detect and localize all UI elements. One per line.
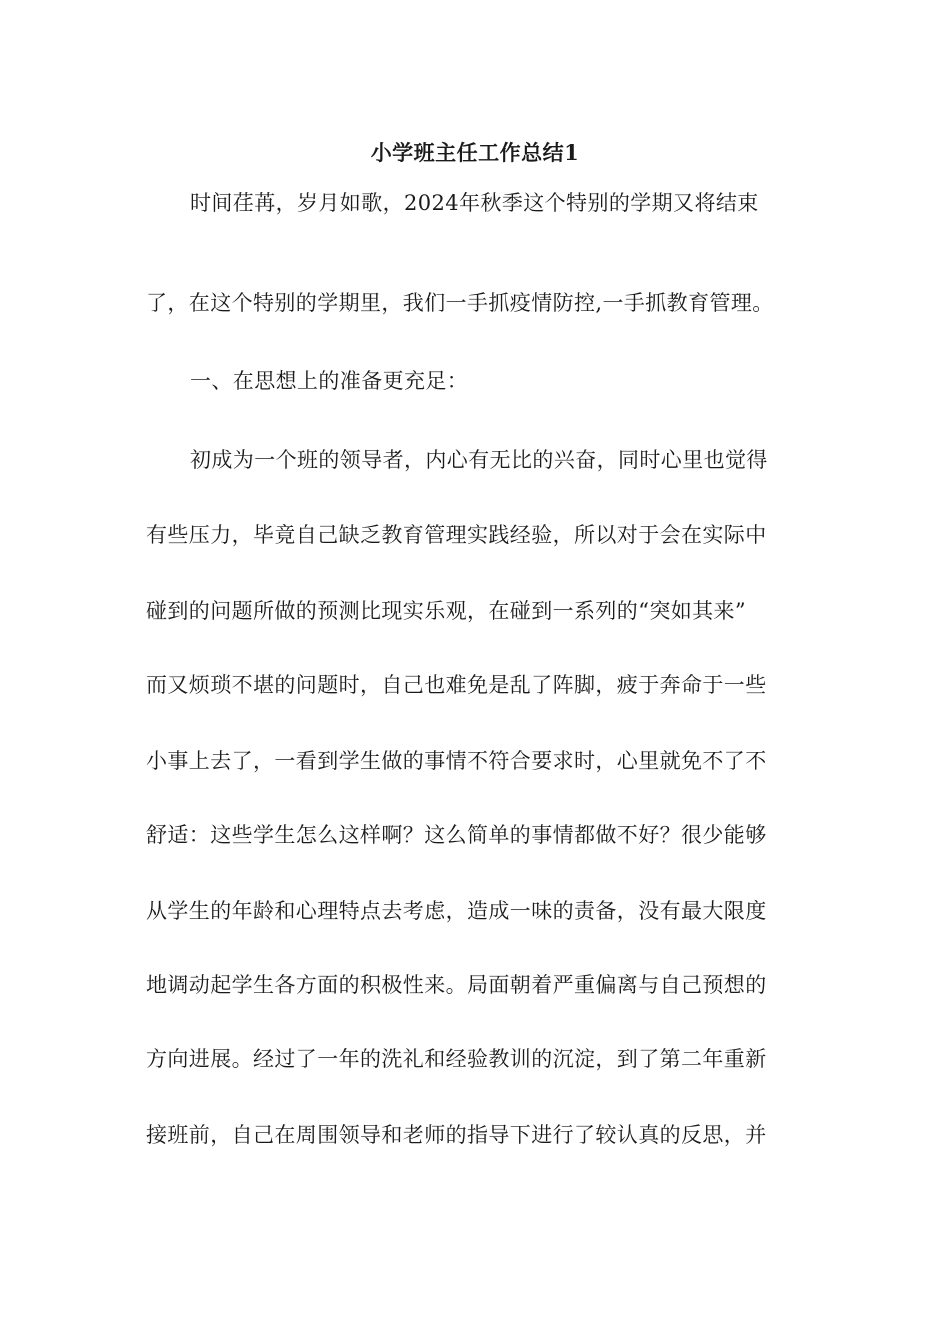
paragraph-line: 舒适：这些学生怎么这样啊？这么简单的事情都做不好？很少能够 (146, 823, 767, 847)
paragraph-line: 小事上去了，一看到学生做的事情不符合要求时，心里就免不了不 (146, 749, 767, 773)
paragraph-line: 从学生的年龄和心理特点去考虑，造成一味的责备，没有最大限度 (146, 899, 767, 923)
paragraph-line: 接班前，自己在周围领导和老师的指导下进行了较认真的反思，并 (146, 1123, 767, 1147)
paragraph-line: 了，在这个特别的学期里，我们一手抓疫情防控,一手抓教育管理。 (146, 291, 774, 315)
paragraph-line: 碰到的问题所做的预测比现实乐观，在碰到一系列的“突如其来” (146, 599, 747, 623)
paragraph-line: 地调动起学生各方面的积极性来。局面朝着严重偏离与自己预想的 (146, 973, 767, 997)
document-title: 小学班主任工作总结1 (370, 140, 580, 165)
paragraph-line: 有些压力，毕竟自己缺乏教育管理实践经验，所以对于会在实际中 (146, 523, 767, 547)
paragraph-line: 方向进展。经过了一年的洗礼和经验教训的沉淀，到了第二年重新 (146, 1047, 767, 1071)
paragraph-line: 初成为一个班的领导者，内心有无比的兴奋，同时心里也觉得 (190, 448, 768, 472)
paragraph-line: 而又烦琐不堪的问题时，自己也难免是乱了阵脚，疲于奔命于一些 (146, 673, 767, 697)
section-heading: 一、在思想上的准备更充足： (190, 369, 469, 393)
paragraph-line: 时间荏苒，岁月如歌，2024年秋季这个特别的学期又将结束 (190, 191, 759, 215)
